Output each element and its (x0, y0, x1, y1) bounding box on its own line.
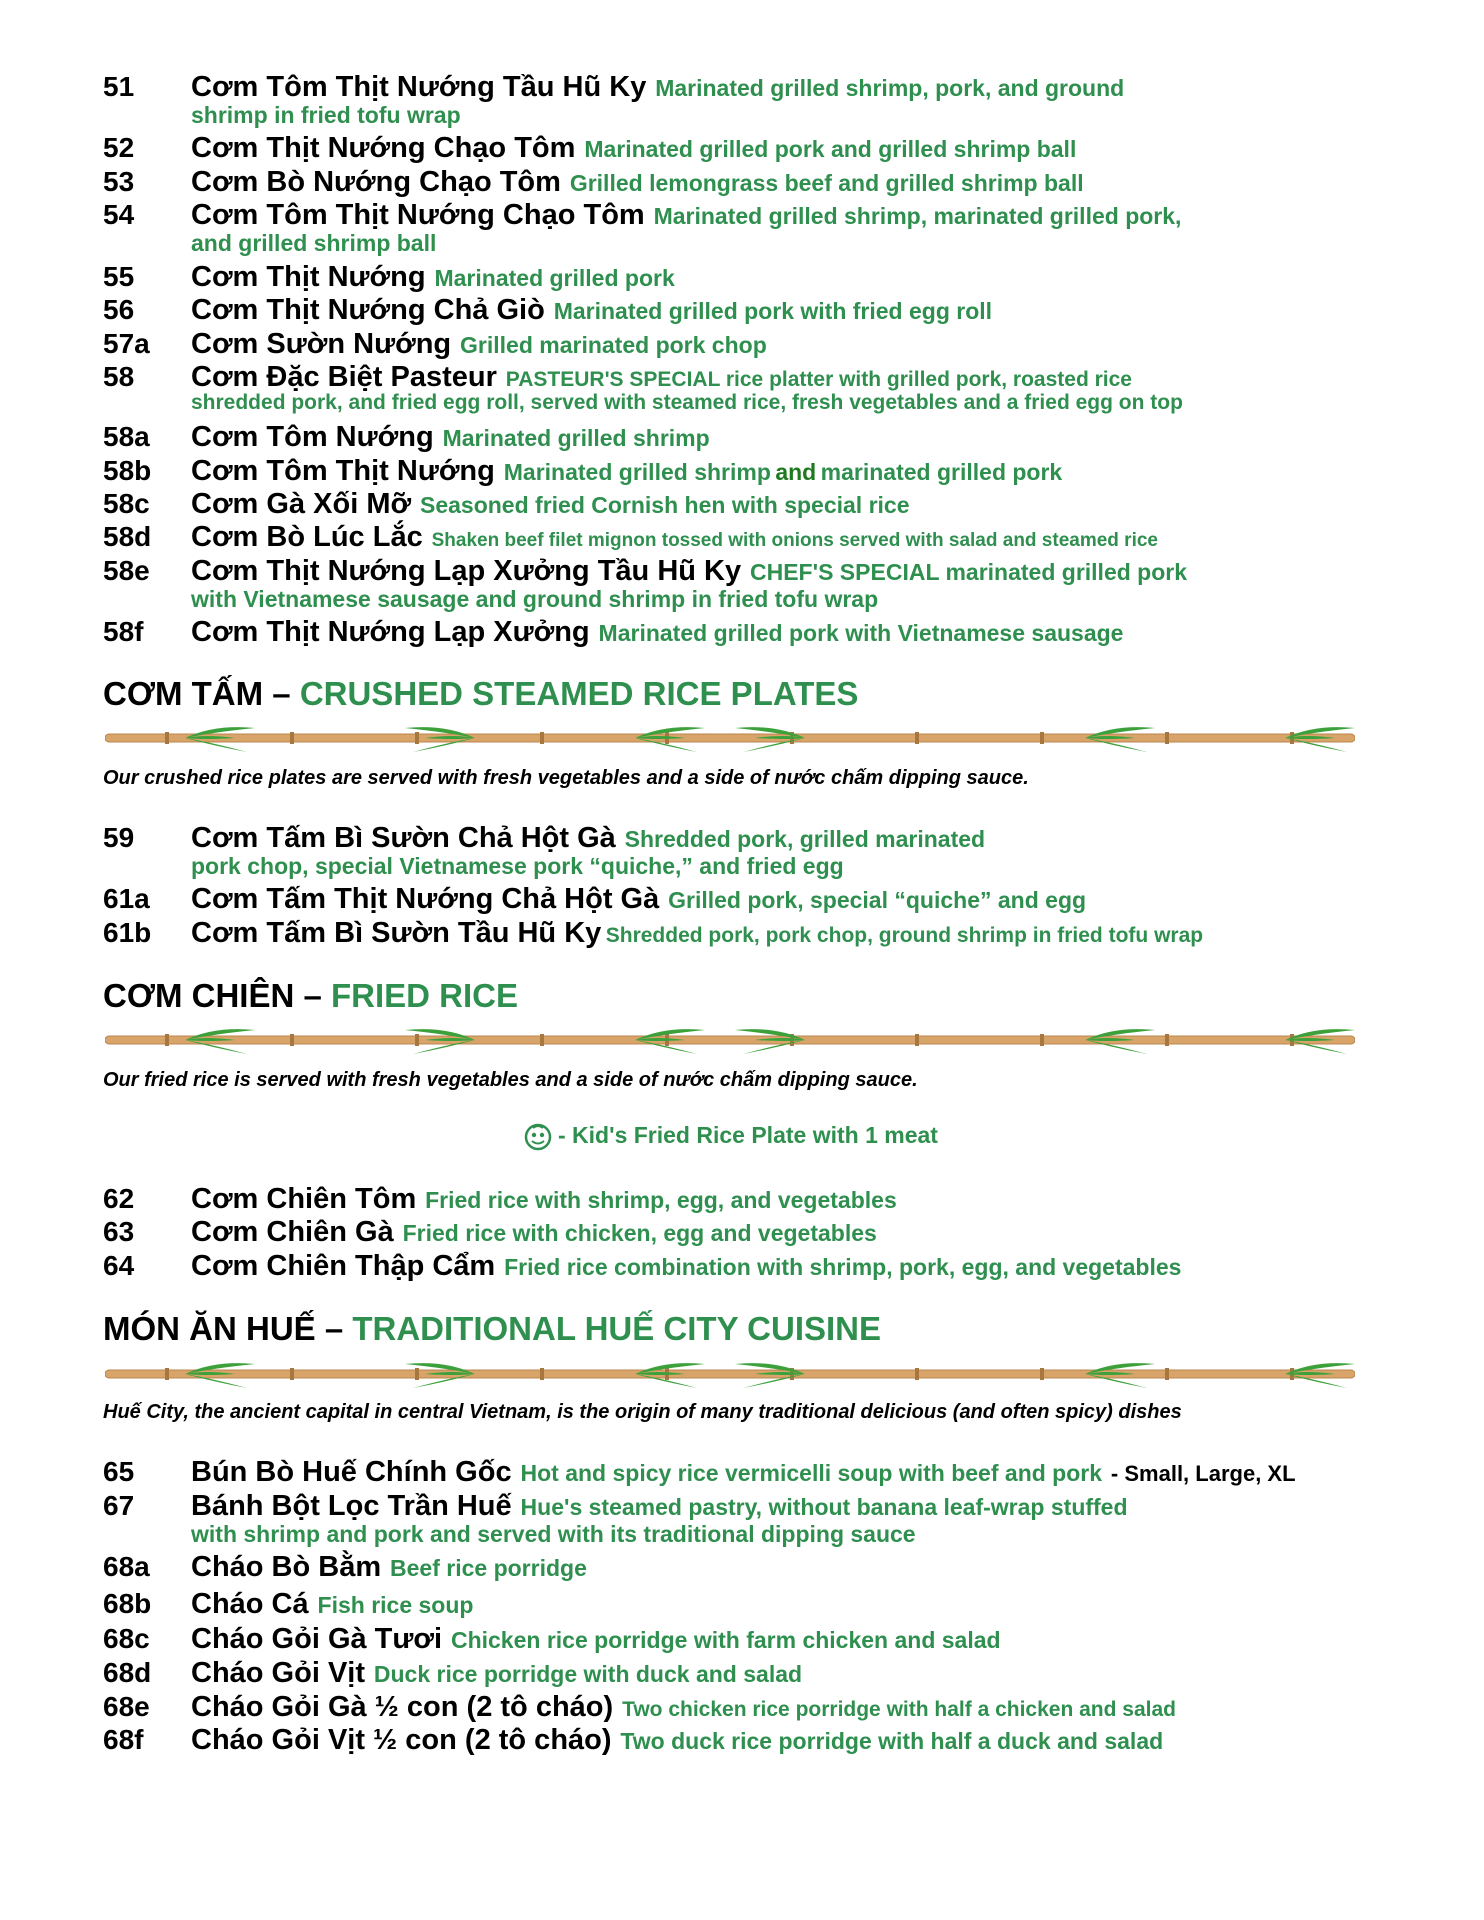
section-note: Huế City, the ancient capital in central Vietnam, is the origin of many traditional delicious (and often spicy) dishes (103, 1401, 1182, 1423)
item-description-and: and (775, 459, 817, 485)
item-number: 54 (103, 199, 135, 230)
item-description: Fish rice soup (317, 1592, 474, 1618)
item-description: Marinated grilled shrimp, marinated grilled pork, (653, 203, 1182, 229)
item-description: Shaken beef filet mignon tossed with onions served with salad and steamed rice (431, 530, 1158, 551)
item-description: Shredded pork, grilled marinated (624, 826, 986, 852)
item-number: 55 (103, 261, 135, 292)
item-number: 58 (103, 361, 135, 392)
item-name: Bún Bò Huế Chính Gốc (191, 1456, 512, 1488)
item-number: 56 (103, 294, 135, 325)
bamboo-divider (105, 1022, 1355, 1062)
item-number: 68b (103, 1588, 152, 1619)
bamboo-divider (105, 1356, 1355, 1396)
bamboo-node (290, 1034, 294, 1046)
item-number: 61a (103, 883, 150, 914)
item-number: 61b (103, 917, 152, 948)
item-name: Cơm Tôm Thịt Nướng Chạo Tôm (191, 199, 645, 231)
bamboo-node (1040, 732, 1044, 744)
item-name: Cơm Tấm Bì Sườn Tầu Hũ Ky (191, 917, 602, 949)
bamboo-node (1165, 732, 1169, 744)
item-name: Cơm Thịt Nướng (191, 261, 426, 293)
item-number: 68e (103, 1691, 150, 1722)
item-number: 51 (103, 71, 135, 102)
item-description: Duck rice porridge with duck and salad (373, 1661, 803, 1687)
bamboo-node (1165, 1368, 1169, 1380)
bamboo-node (165, 732, 169, 744)
item-description: Marinated grilled shrimp, pork, and ground (655, 75, 1125, 101)
section-title-vn: MÓN ĂN HUẾ – (103, 1310, 353, 1347)
item-description-cont: pork chop, special Vietnamese pork “quiche,” and fried egg (191, 853, 844, 879)
bamboo-node (165, 1034, 169, 1046)
section-note: Our fried rice is served with fresh vegetables and a side of nước chấm dipping sauce. (103, 1069, 918, 1091)
item-name: Cơm Tôm Nướng (191, 421, 434, 453)
item-description-cont: and grilled shrimp ball (191, 230, 437, 256)
item-number: 52 (103, 132, 135, 163)
item-name: Cơm Thịt Nướng Chả Giò (191, 294, 545, 326)
item-description-cont: shredded pork, and fried egg roll, served with steamed rice, fresh vegetables and a fried egg on top (191, 391, 1183, 414)
item-name: Cơm Thịt Nướng Lạp Xưởng (191, 616, 590, 648)
item-name: Cơm Bò Nướng Chạo Tôm (191, 166, 561, 198)
item-description: Marinated grilled shrimp (503, 459, 771, 485)
bamboo-node (540, 1368, 544, 1380)
item-description-cont: with shrimp and pork and served with its traditional dipping sauce (191, 1521, 916, 1547)
item-name: Cơm Tôm Thịt Nướng Tầu Hũ Ky (191, 71, 647, 103)
item-description: Shredded pork, pork chop, ground shrimp in fried tofu wrap (605, 924, 1204, 947)
item-description-b: marinated grilled pork (820, 459, 1063, 485)
item-name: Cơm Thịt Nướng Chạo Tôm (191, 132, 576, 164)
item-name: Cháo Gỏi Vịt ½ con (2 tô cháo) (191, 1724, 612, 1756)
section-note: Our crushed rice plates are served with fresh vegetables and a side of nước chấm dipping sauce. (103, 767, 1029, 789)
item-description-cont: shrimp in fried tofu wrap (191, 102, 461, 128)
section-title-com-chien (103, 976, 518, 1016)
bamboo-node (290, 732, 294, 744)
item-name: Cơm Chiên Gà (191, 1216, 394, 1248)
item-description: Hue's steamed pastry, without banana leaf-wrap stuffed (520, 1494, 1128, 1520)
kid-plate-note (524, 1120, 938, 1151)
item-number: 67 (103, 1490, 135, 1521)
item-description: Grilled marinated pork chop (460, 332, 767, 358)
item-number: 68a (103, 1551, 150, 1582)
item-description: Fried rice combination with shrimp, pork, egg, and vegetables (504, 1254, 1182, 1280)
item-name: Cơm Đặc Biệt Pasteur (191, 361, 497, 393)
item-description: Chicken rice porridge with farm chicken and salad (450, 1627, 1001, 1653)
bamboo-node (290, 1368, 294, 1380)
bamboo-node (1040, 1368, 1044, 1380)
item-number: 68f (103, 1724, 144, 1755)
item-name: Bánh Bột Lọc Trần Huế (191, 1490, 512, 1522)
item-name: Cháo Gỏi Vịt (191, 1657, 365, 1689)
item-number: 53 (103, 166, 135, 197)
section-title-vn: CƠM CHIÊN – (103, 977, 332, 1014)
section-title-vn: CƠM TẤM – (103, 675, 300, 712)
item-number: 65 (103, 1456, 135, 1487)
item-number: 58d (103, 521, 152, 552)
item-number: 58a (103, 421, 150, 452)
item-number: 57a (103, 328, 150, 359)
item-description: Marinated grilled pork (434, 265, 675, 291)
item-description: Marinated grilled pork with Vietnamese sausage (598, 620, 1124, 646)
item-description: Hot and spicy rice vermicelli soup with beef and pork (520, 1460, 1103, 1486)
bamboo-node (415, 732, 419, 744)
bamboo-node (1040, 1034, 1044, 1046)
bamboo-node (415, 1368, 419, 1380)
item-description: Two duck rice porridge with half a duck and salad (620, 1728, 1164, 1754)
item-description: Two chicken rice porridge with half a chicken and salad (622, 1698, 1176, 1721)
item-description: Marinated grilled pork and grilled shrimp ball (584, 136, 1077, 162)
item-name: Cơm Bò Lúc Lắc (191, 521, 423, 553)
item-description-cont: with Vietnamese sausage and ground shrimp in fried tofu wrap (191, 586, 879, 612)
item-description: Grilled lemongrass beef and grilled shrimp ball (569, 170, 1084, 196)
item-description: Marinated grilled pork with fried egg roll (553, 298, 993, 324)
section-title-mon-an-hue (103, 1309, 881, 1349)
bamboo-node (540, 1034, 544, 1046)
item-size-options: - Small, Large, XL (1110, 1461, 1296, 1486)
section-title-en: TRADITIONAL HUẾ CITY CUISINE (352, 1310, 882, 1347)
item-number: 63 (103, 1216, 135, 1247)
bamboo-node (165, 1368, 169, 1380)
item-description: Fried rice with shrimp, egg, and vegetables (425, 1187, 897, 1213)
item-name: Cơm Chiên Thập Cẩm (191, 1250, 496, 1282)
section-title-en: FRIED RICE (331, 977, 519, 1014)
item-name: Cơm Sườn Nướng (191, 328, 452, 360)
item-description: Seasoned fried Cornish hen with special rice (419, 492, 910, 518)
item-name: Cơm Gà Xối Mỡ (191, 488, 412, 520)
bamboo-node (915, 1368, 919, 1380)
item-name: Cơm Thịt Nướng Lạp Xưởng Tầu Hũ Ky (191, 555, 742, 587)
bamboo-node (540, 732, 544, 744)
kid-face-icon (524, 1123, 552, 1151)
item-number: 58e (103, 555, 150, 586)
item-name: Cơm Tấm Thịt Nướng Chả Hột Gà (191, 883, 660, 915)
bamboo-node (1165, 1034, 1169, 1046)
item-description: PASTEUR'S SPECIAL rice platter with grilled pork, roasted rice (505, 368, 1132, 391)
section-title-com-tam (103, 674, 858, 714)
kid-plate-text: - Kid's Fried Rice Plate with 1 meat (558, 1122, 938, 1148)
item-name: Cơm Tôm Thịt Nướng (191, 455, 495, 487)
item-number: 58c (103, 488, 150, 519)
item-number: 62 (103, 1183, 135, 1214)
item-description: Beef rice porridge (390, 1555, 587, 1581)
item-name: Cơm Tấm Bì Sườn Chả Hột Gà (191, 822, 616, 854)
item-number: 58f (103, 616, 144, 647)
bamboo-node (415, 1034, 419, 1046)
item-description: Marinated grilled shrimp (442, 425, 710, 451)
item-description: CHEF'S SPECIAL marinated grilled pork (750, 559, 1188, 585)
section-title-en: CRUSHED STEAMED RICE PLATES (299, 675, 859, 712)
item-number: 64 (103, 1250, 135, 1281)
item-description: Fried rice with chicken, egg and vegetables (402, 1220, 877, 1246)
item-number: 68d (103, 1657, 152, 1688)
item-number: 58b (103, 455, 152, 486)
item-name: Cháo Cá (191, 1588, 309, 1620)
bamboo-node (915, 1034, 919, 1046)
item-name: Cháo Gỏi Gà Tươi (191, 1623, 443, 1655)
item-description: Grilled pork, special “quiche” and egg (668, 887, 1087, 913)
item-name: Cháo Gỏi Gà ½ con (2 tô cháo) (191, 1691, 614, 1723)
item-name: Cơm Chiên Tôm (191, 1183, 417, 1215)
item-number: 68c (103, 1623, 150, 1654)
item-name: Cháo Bò Bằm (191, 1551, 382, 1583)
item-number: 59 (103, 822, 135, 853)
bamboo-node (915, 732, 919, 744)
bamboo-divider (105, 720, 1355, 760)
